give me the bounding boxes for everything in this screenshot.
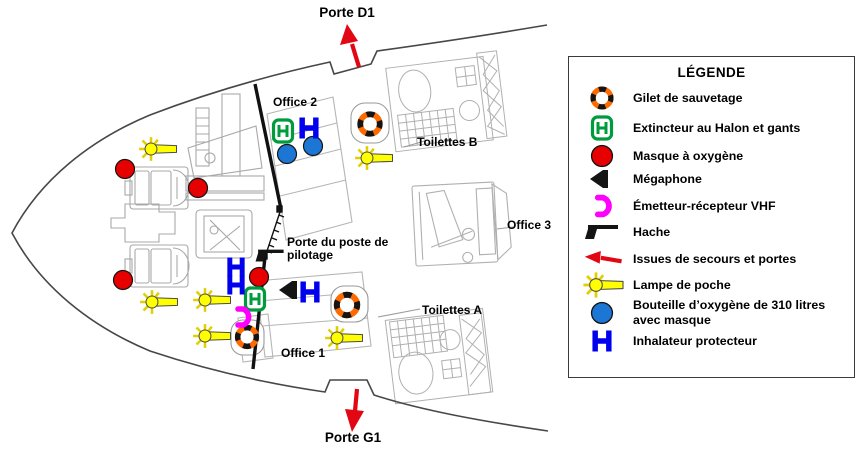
halon-extinguisher-icon xyxy=(579,114,625,142)
legend-item-label: Bouteille d’oxygène de 310 litres avec masque xyxy=(633,298,826,327)
legend-item xyxy=(579,328,850,354)
emergency-exit-arrow-icon xyxy=(579,245,625,273)
legend-item-label: Émetteur-récepteur VHF xyxy=(633,198,776,213)
life-vest-icon xyxy=(579,84,625,112)
legend-item xyxy=(579,85,850,111)
door-g1-label: Porte G1 xyxy=(324,430,382,445)
legend-item-label: Masque à oxygène xyxy=(633,148,744,163)
office-3-label: Office 3 xyxy=(507,218,552,232)
legend-item xyxy=(579,219,850,245)
legend-title: LÉGENDE xyxy=(677,65,746,80)
oxygen-mask-icon xyxy=(189,179,208,198)
office-1-label: Office 1 xyxy=(281,346,326,360)
life-vest-icon xyxy=(360,114,380,134)
toilettes-a-label: Toilettes A xyxy=(422,303,483,317)
protective-inhalator-icon xyxy=(579,327,625,355)
legend-item xyxy=(579,246,850,272)
oxygen-bottle-icon xyxy=(579,299,625,327)
legend-item xyxy=(579,193,850,219)
flashlight-icon xyxy=(579,270,625,300)
legend-item-label: Extincteur au Halon et gants xyxy=(633,120,801,135)
legend-item xyxy=(579,115,850,141)
legend-item xyxy=(579,166,850,192)
axe-icon xyxy=(579,218,625,246)
halon-extinguisher-icon xyxy=(274,120,293,142)
vhf-transceiver-icon xyxy=(579,192,625,220)
life-vest-icon xyxy=(238,328,257,347)
exit-arrow-icon xyxy=(345,389,364,432)
megaphone-icon xyxy=(579,165,625,193)
oxygen-bottle-icon xyxy=(278,145,297,164)
oxygen-mask-icon xyxy=(116,160,135,179)
legend-item-label: Hache xyxy=(633,224,671,239)
legend-item-label: Issues de secours et portes xyxy=(633,251,797,266)
legend-item-label: Lampe de poche xyxy=(633,277,731,292)
life-vest-icon xyxy=(337,295,357,315)
legend-item xyxy=(579,297,850,329)
legend-item xyxy=(579,272,850,298)
cockpit-door-label: Porte du poste de pilotage xyxy=(287,235,389,263)
toilettes-b-label: Toilettes B xyxy=(417,135,478,149)
oxygen-mask-icon xyxy=(250,268,269,287)
legend-item-label: Gilet de sauvetage xyxy=(633,90,743,105)
legend-panel xyxy=(568,56,855,378)
legend-item-label: Mégaphone xyxy=(633,171,702,186)
door-d1-label: Porte D1 xyxy=(319,5,375,20)
halon-extinguisher-icon xyxy=(246,288,265,310)
exit-arrow-icon xyxy=(340,24,359,67)
oxygen-bottle-icon xyxy=(304,137,323,156)
oxygen-mask-icon xyxy=(114,271,133,290)
office-2-label: Office 2 xyxy=(273,95,318,109)
legend-item-label: Inhalateur protecteur xyxy=(633,333,757,348)
